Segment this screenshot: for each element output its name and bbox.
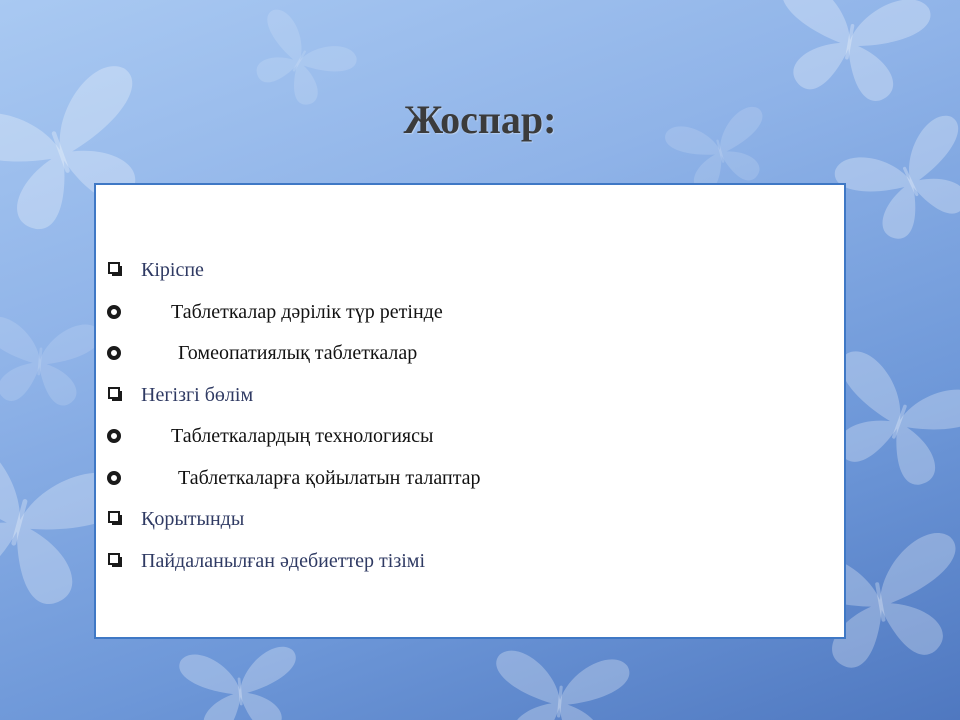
plan-content-box [94, 183, 846, 639]
square-checkbox-icon [106, 261, 124, 279]
list-item-text: Таблеткалардың технологиясы [171, 425, 434, 447]
list-item-text: Негізгі бөлім [141, 383, 254, 406]
list-item-text: Гомеопатиялық таблеткалар [178, 342, 418, 364]
ring-bullet-icon [106, 303, 124, 321]
ring-bullet-icon [106, 344, 124, 362]
list-item [106, 546, 836, 588]
square-checkbox-icon [106, 552, 124, 570]
list-item [106, 297, 836, 339]
list-item [106, 463, 836, 505]
list-item [106, 421, 836, 463]
ring-bullet-icon [106, 427, 124, 445]
list-item [106, 255, 836, 297]
plan-list [106, 255, 836, 587]
square-checkbox-icon [106, 510, 124, 528]
list-item-text: Пайдаланылған әдебиеттер тізімі [141, 549, 426, 572]
list-item [106, 504, 836, 546]
ring-bullet-icon [106, 469, 124, 487]
slide-title: Жоспар: [403, 97, 557, 142]
list-item-text: Қорытынды [141, 508, 245, 530]
list-item-text: Кіріспе [141, 259, 204, 281]
list-item-text: Таблеткалар дәрілік түр ретінде [171, 300, 443, 323]
list-item-text: Таблеткаларға қойылатын талаптар [178, 466, 481, 489]
list-item [106, 338, 836, 380]
square-checkbox-icon [106, 386, 124, 404]
list-item [106, 380, 836, 422]
